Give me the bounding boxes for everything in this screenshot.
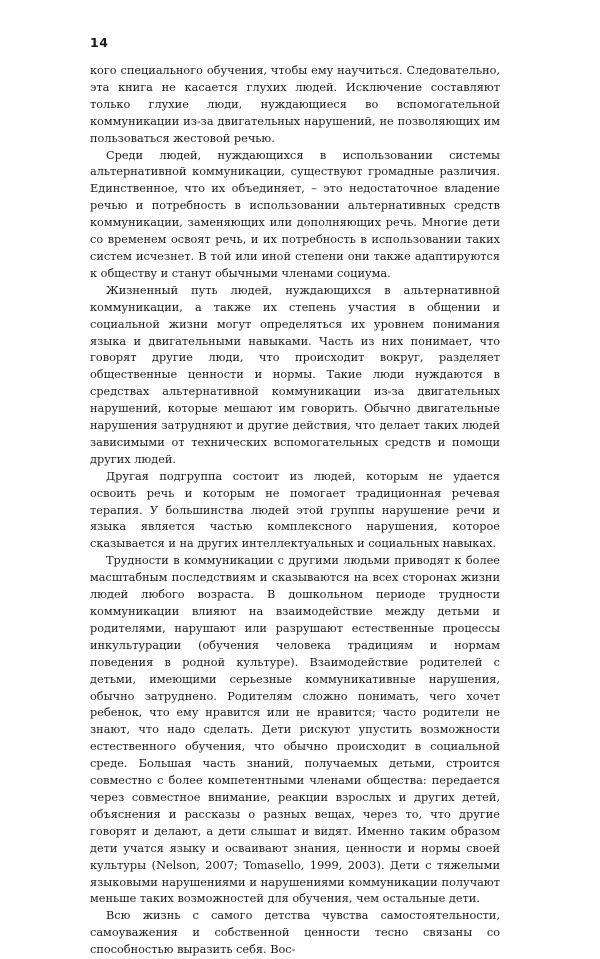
paragraph-subgroup: Другая подгруппа состоит из людей, которым не удается освоить речь и которым не помогает традиционная речевая терапия. У большинства людей этой группы нарушение речи и языка является частью комплексного нарушения, которое сказывается и на других интеллектуальных и социальных навыках.: [90, 469, 500, 551]
paragraph-self-expression: Всю жизнь с самого детства чувства самостоятельности, самоуважения и собственной ценности тесно связаны со способностью выразить себя. Вос-: [90, 909, 500, 957]
paragraph-continuation: кого специального обучения, чтобы ему научиться. Следовательно, эта книга не касается глухих людей. Исключение составляют только глухие люди, нуждающиеся во вспомогательной коммуникации из-за двигательных нарушений, не позволяющих им пользоваться жестовой речью.: [90, 64, 500, 145]
paragraph-life-path: Жизненный путь людей, нуждающихся в альтернативной коммуникации, а также их степень участия в общении и социальной жизни могут определяться их уровнем понимания языка и двигательными навыками. Часть из них понимает, что говорят другие люди, что происходит вокруг, разделяет общественные ценности и нормы. Такие люди нуждаются в средствах альтернативной коммуникации из-за двигательных нарушений, которые мешают им говорить. Обычно двигательные нарушения затрудняют и другие действия, что делает таких людей зависимыми от технических вспомогательных средств и помощи других людей.: [90, 283, 500, 466]
body-text: [90, 63, 500, 959]
paragraph-communication-difficulties: Трудности в коммуникации с другими людьми приводят к более масштабным последствиям и сказываются на всех сторонах жизни людей любого возраста. В дошкольном периоде трудности коммуникации влияют на взаимодействие между детьми и родителями, нарушают или разрушают естественные процессы инкультурации (обучения человека традициям и нормам поведения в родной культуре). Взаимодействие родителей с детьми, имеющими серьезные коммуникативные нарушения, обычно затруднено. Родителям сложно понимать, чего хочет ребенок, что ему нравится или не нравится; часто родители не знают, что надо сделать. Дети рискуют упустить возможности естественного обучения, что обычно происходит в социальной среде. Большая часть знаний, получаемых детьми, строится совместно с более компетентными членами общества: передается через совместное внимание, реакции взрослых и других детей, объяснения и рассказы о разных вещах, через то, что другие говорят и делают, а дети слышат и видят. Именно таким образом дети учатся языку и осваивают знания, ценности и нормы своей культуры (Nelson, 2007; Tomasello, 1999, 2003). Дети с тяжелыми языковыми нарушениями и нарушениями коммуникации получают меньше таких возможностей для обучения, чем остальные дети.: [90, 554, 500, 906]
page-number: 14: [90, 35, 109, 50]
paragraph-differences: Среди людей, нуждающихся в использовании системы альтернативной коммуникации, существуют громадные различия. Единственное, что их объединяет, – это недостаточное владение речью и потребность в использовании альтернативных средств коммуникации, заменяющих или дополняющих речь. Многие дети со временем освоят речь, и их потребность в использовании таких систем исчезнет. В той или иной степени они также адаптируются к обществу и станут обычными членами социума.: [90, 148, 500, 280]
